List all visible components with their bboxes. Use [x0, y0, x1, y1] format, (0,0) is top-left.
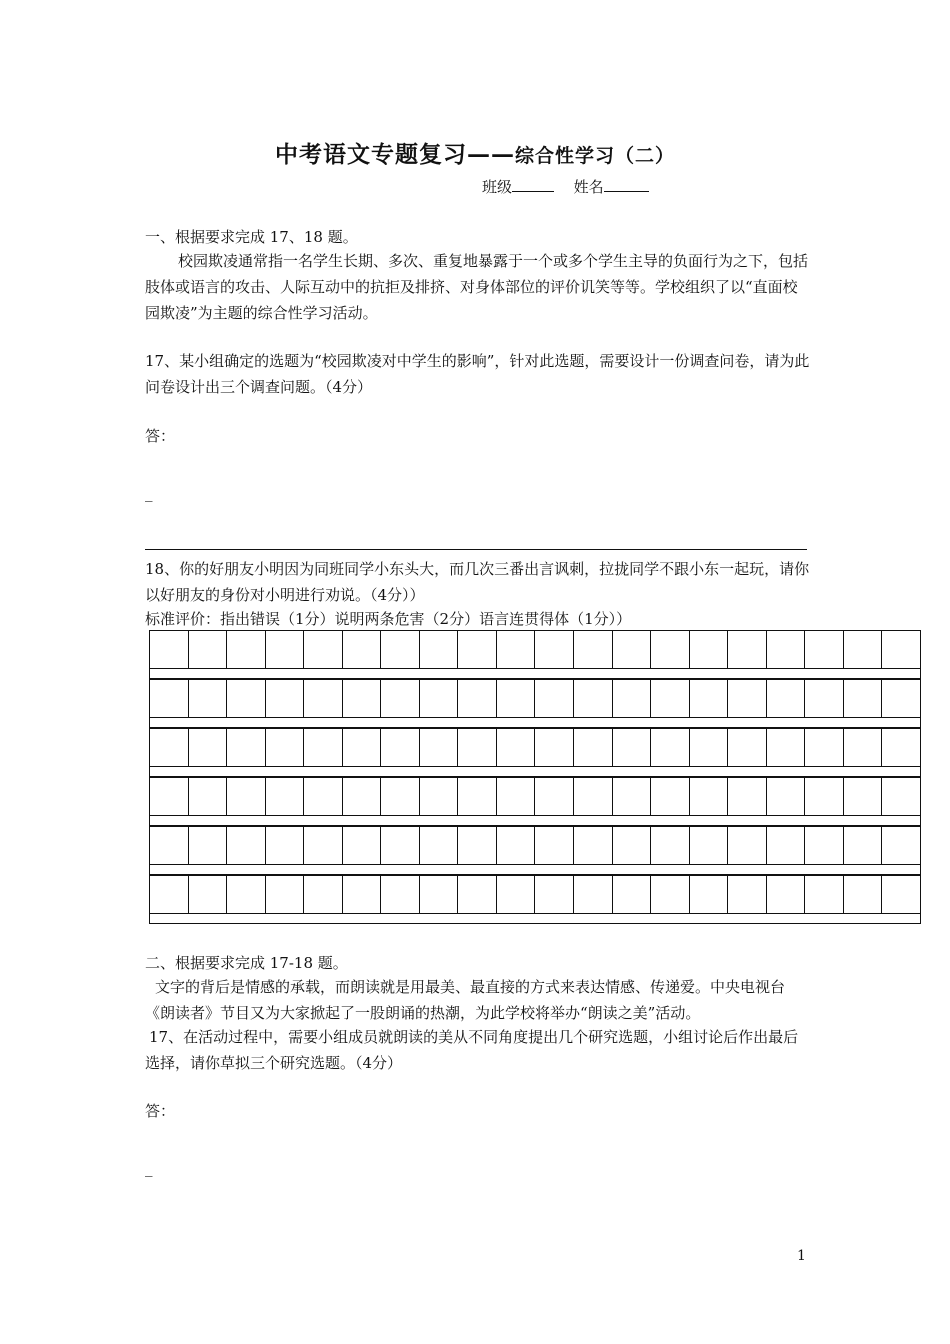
answer-blank-2[interactable]: _: [145, 1159, 153, 1177]
grid-row[interactable]: [149, 679, 921, 718]
question-18: 18、你的好朋友小明因为同班同学小东头大，而几次三番出言讽刺，拉拢同学不跟小东一起玩，请你以好朋友的身份对小明进行劝说。（4分））: [145, 560, 810, 604]
divider-line: [145, 549, 807, 550]
class-field[interactable]: [512, 177, 554, 192]
grid-gap: [149, 865, 921, 875]
class-label: 班级: [482, 178, 513, 196]
grid-gap: [149, 914, 921, 924]
composition-grid[interactable]: [149, 630, 921, 924]
grid-row[interactable]: [149, 630, 921, 669]
grid-row[interactable]: [149, 777, 921, 816]
section2-question-17: 17、在活动过程中，需要小组成员就朗读的美从不同角度提出几个研究选题，小组讨论后作出最后选择，请你草拟三个研究选题。（4分）: [145, 1028, 799, 1072]
grid-gap: [149, 816, 921, 826]
grid-gap: [149, 767, 921, 777]
grid-row[interactable]: [149, 875, 921, 914]
question-17: 17、某小组确定的选题为“校园欺凌对中学生的影响”，针对此选题，需要设计一份调查问卷，请为此问卷设计出三个调查问题。（4分）: [145, 352, 810, 396]
answer-blank-1[interactable]: _: [145, 484, 153, 502]
grid-gap: [149, 718, 921, 728]
page-number: 1: [797, 1248, 806, 1264]
grid-row[interactable]: [149, 826, 921, 865]
name-label: 姓名: [573, 178, 604, 196]
page-title: 中考语文专题复习——综合性学习（二）: [274, 141, 675, 168]
grid-gap: [149, 669, 921, 679]
answer-label-2: 答：: [145, 1102, 176, 1120]
answer-label-1: 答：: [145, 427, 176, 445]
scoring-criteria: 标准评价：指出错误（1分）说明两条危害（2分）语言连贯得体（1分））: [145, 610, 632, 628]
name-field[interactable]: [604, 177, 649, 192]
section2-heading: 二、根据要求完成 17-18 题。: [145, 954, 348, 972]
grid-row[interactable]: [149, 728, 921, 767]
section1-material: 校园欺凌通常指一名学生长期、多次、重复地暴露于一个或多个学生主导的负面行为之下，包括肢体或语言的攻击、人际互动中的抗拒及排挤、对身体部位的评价讥笑等等。学校组织了以“直面校园欺凌”为主题的综合性学习活动。: [145, 252, 809, 322]
class-name-line: [482, 176, 649, 197]
section1-heading: 一、根据要求完成 17、18 题。: [145, 228, 358, 246]
section2-material: 文字的背后是情感的承载，而朗读就是用最美、最直接的方式来表达情感、传递爱。中央电视台《朗读者》节目又为大家掀起了一股朗诵的热潮，为此学校将举办“朗读之美”活动。: [145, 978, 786, 1022]
